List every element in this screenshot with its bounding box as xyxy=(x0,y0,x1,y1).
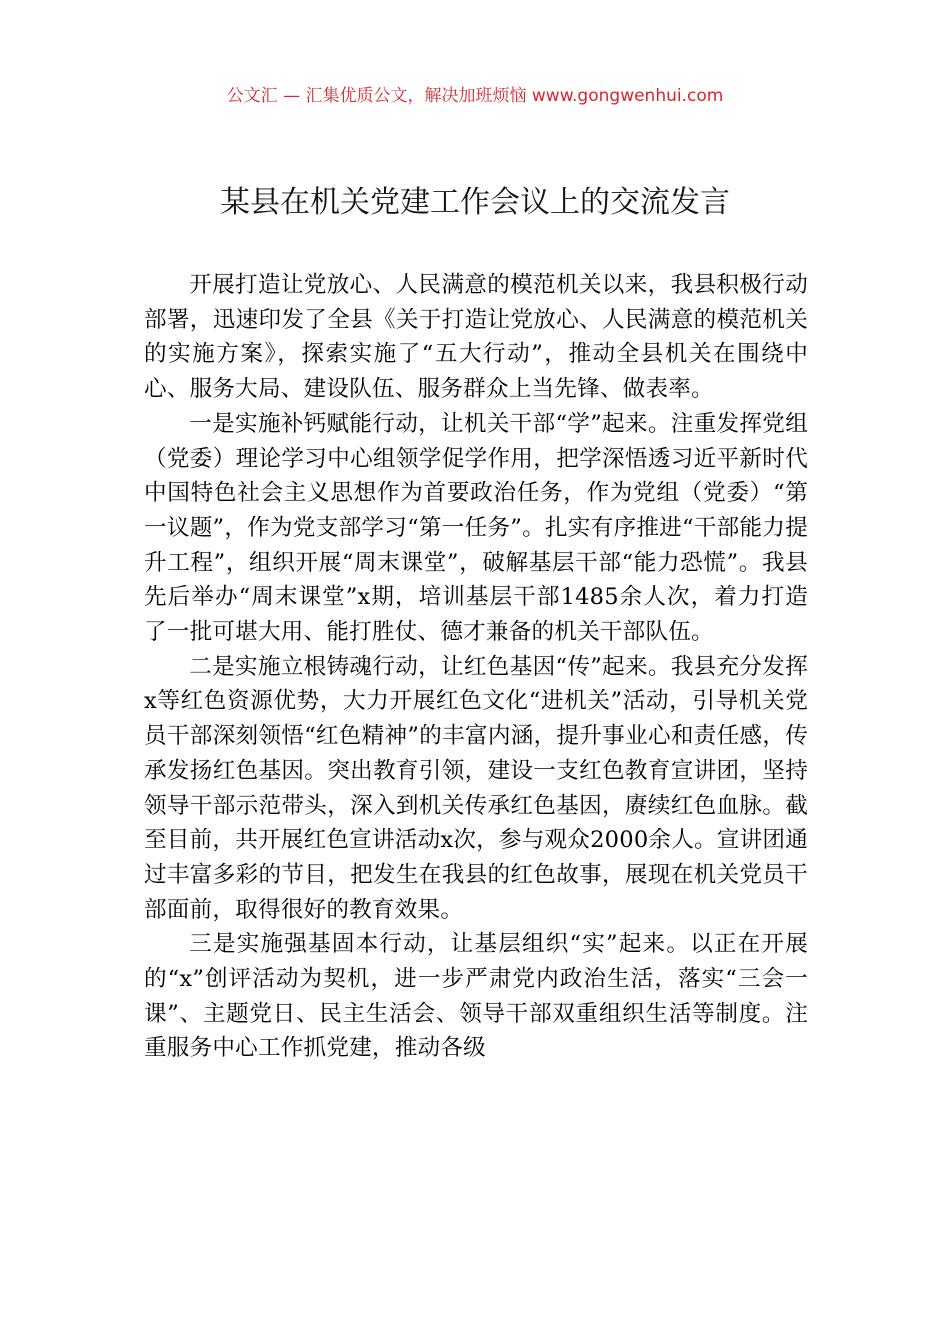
document-title: 某县在机关党建工作会议上的交流发言 xyxy=(220,185,730,220)
paragraph-action-two: 二是实施立根铸魂行动，让红色基因“传”起来。我县充分发挥x等红色资源优势，大力开展红色文化“进机关”活动，引导机关党员干部深刻领悟“红色精神”的丰富内涵，提升事业心和责任感，传承发扬红色基因。突出教育引领，建设一支红色教育宣讲团，坚持领导干部示范带头，深入到机关传承红色基因，赓续红色血脉。截至目前，共开展红色宣讲活动x次，参与观众2000余人。宣讲团通过丰富多彩的节目，把发生在我县的红色故事，展现在机关党员干部面前，取得很好的教育效果。 xyxy=(144,653,808,923)
document-body xyxy=(144,268,808,1066)
paragraph-action-three: 三是实施强基固本行动，让基层组织“实”起来。以正在开展的“x”创评活动为契机，进一步严肃党内政治生活，落实“三会一课”、主题党日、民主生活会、领导干部双重组织生活等制度。注重服务中心工作抓党建，推动各级 xyxy=(144,931,808,1062)
paragraph-action-one: 一是实施补钙赋能行动，让机关干部“学”起来。注重发挥党组（党委）理论学习中心组领学促学作用，把学深悟透习近平新时代中国特色社会主义思想作为首要政治任务，作为党组（党委）“第一议题”，作为党支部学习“第一任务”。扎实有序推进“干部能力提升工程”，组织开展“周末课堂”，破解基层干部“能力恐慌”。我县先后举办“周末课堂”x期，培训基层干部1485余人次，着力打造了一批可堪大用、能打胜仗、德才兼备的机关干部队伍。 xyxy=(144,410,808,646)
header-banner: 公文汇 — 汇集优质公文，解决加班烦恼 www.gongwenhui.com xyxy=(226,86,724,106)
paragraph-intro: 开展打造让党放心、人民满意的模范机关以来，我县积极行动部署，迅速印发了全县《关于打造让党放心、人民满意的模范机关的实施方案》，探索实施了“五大行动”，推动全县机关在围绕中心、服务大局、建设队伍、服务群众上当先锋、做表率。 xyxy=(144,272,808,403)
